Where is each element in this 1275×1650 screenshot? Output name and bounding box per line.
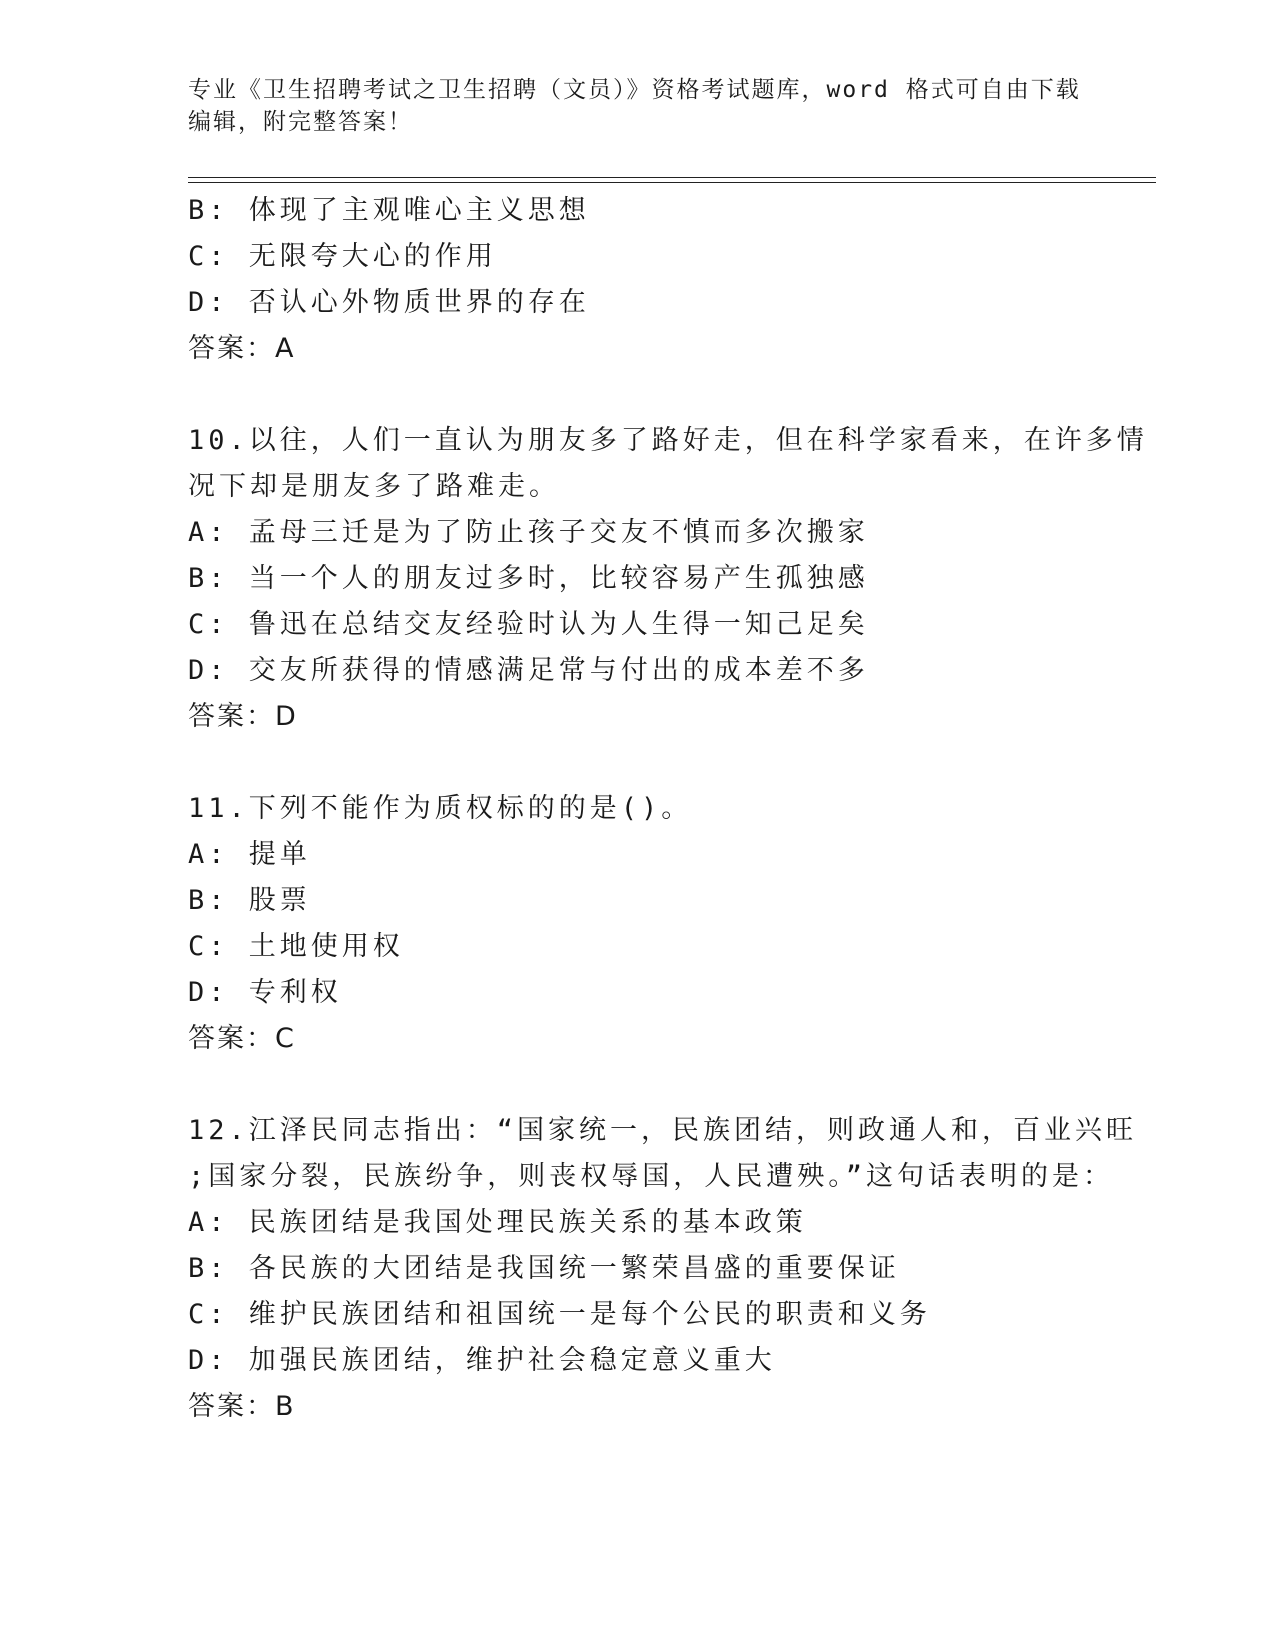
q10-option-b: B: 当一个人的朋友过多时，比较容易产生孤独感 xyxy=(188,563,869,594)
q10-option-d: D: 交友所获得的情感满足常与付出的成本差不多 xyxy=(188,655,869,686)
q12-stem-line-1: 12.江泽民同志指出：“国家统一，民族团结，则政通人和，百业兴旺 xyxy=(188,1115,1138,1146)
q10-stem-line-2: 况下却是朋友多了路难走。 xyxy=(188,471,560,502)
q9-option-b: B: 体现了主观唯心主义思想 xyxy=(188,195,590,226)
q11-option-c: C: 土地使用权 xyxy=(188,931,404,962)
header-line-2: 编辑，附完整答案！ xyxy=(188,109,413,135)
q11-option-b: B: 股票 xyxy=(188,885,311,916)
q11-option-a: A: 提单 xyxy=(188,839,311,870)
question-list xyxy=(188,188,1148,1430)
spacer xyxy=(188,372,1088,418)
q11-stem: 11.下列不能作为质权标的的是()。 xyxy=(188,793,693,824)
q11-answer: 答案：C xyxy=(188,1023,296,1054)
header-line-1: 专业《卫生招聘考试之卫生招聘（文员）》资格考试题库，word 格式可自由下载 xyxy=(188,77,1081,103)
spacer xyxy=(188,740,1088,786)
q10-option-c: C: 鲁迅在总结交友经验时认为人生得一知己足矣 xyxy=(188,609,869,640)
spacer xyxy=(188,1062,1088,1108)
q10-option-a: A: 孟母三迁是为了防止孩子交友不慎而多次搬家 xyxy=(188,517,869,548)
document-header xyxy=(188,74,1088,138)
q10-answer: 答案：D xyxy=(188,701,298,732)
q12-option-a: A: 民族团结是我国处理民族关系的基本政策 xyxy=(188,1207,807,1238)
question-11 xyxy=(188,786,1088,1062)
q10-stem-line-1: 10.以往，人们一直认为朋友多了路好走，但在科学家看来，在许多情 xyxy=(188,425,1148,456)
q9-option-d: D: 否认心外物质世界的存在 xyxy=(188,287,590,318)
q12-stem-line-2: ;国家分裂，民族纷争，则丧权辱国，人民遭殃。”这句话表明的是： xyxy=(188,1161,1115,1192)
q9-answer: 答案：A xyxy=(188,333,296,364)
q12-option-d: D: 加强民族团结，维护社会稳定意义重大 xyxy=(188,1345,776,1376)
q12-option-b: B: 各民族的大团结是我国统一繁荣昌盛的重要保证 xyxy=(188,1253,900,1284)
question-9 xyxy=(188,188,1088,372)
q12-answer: 答案：B xyxy=(188,1391,296,1422)
header-divider-bottom xyxy=(188,182,1156,183)
q12-option-c: C: 维护民族团结和祖国统一是每个公民的职责和义务 xyxy=(188,1299,931,1330)
header-divider-top xyxy=(188,177,1156,178)
q9-option-c: C: 无限夸大心的作用 xyxy=(188,241,497,272)
question-10 xyxy=(188,418,1148,740)
question-12 xyxy=(188,1108,1138,1430)
q11-option-d: D: 专利权 xyxy=(188,977,342,1008)
